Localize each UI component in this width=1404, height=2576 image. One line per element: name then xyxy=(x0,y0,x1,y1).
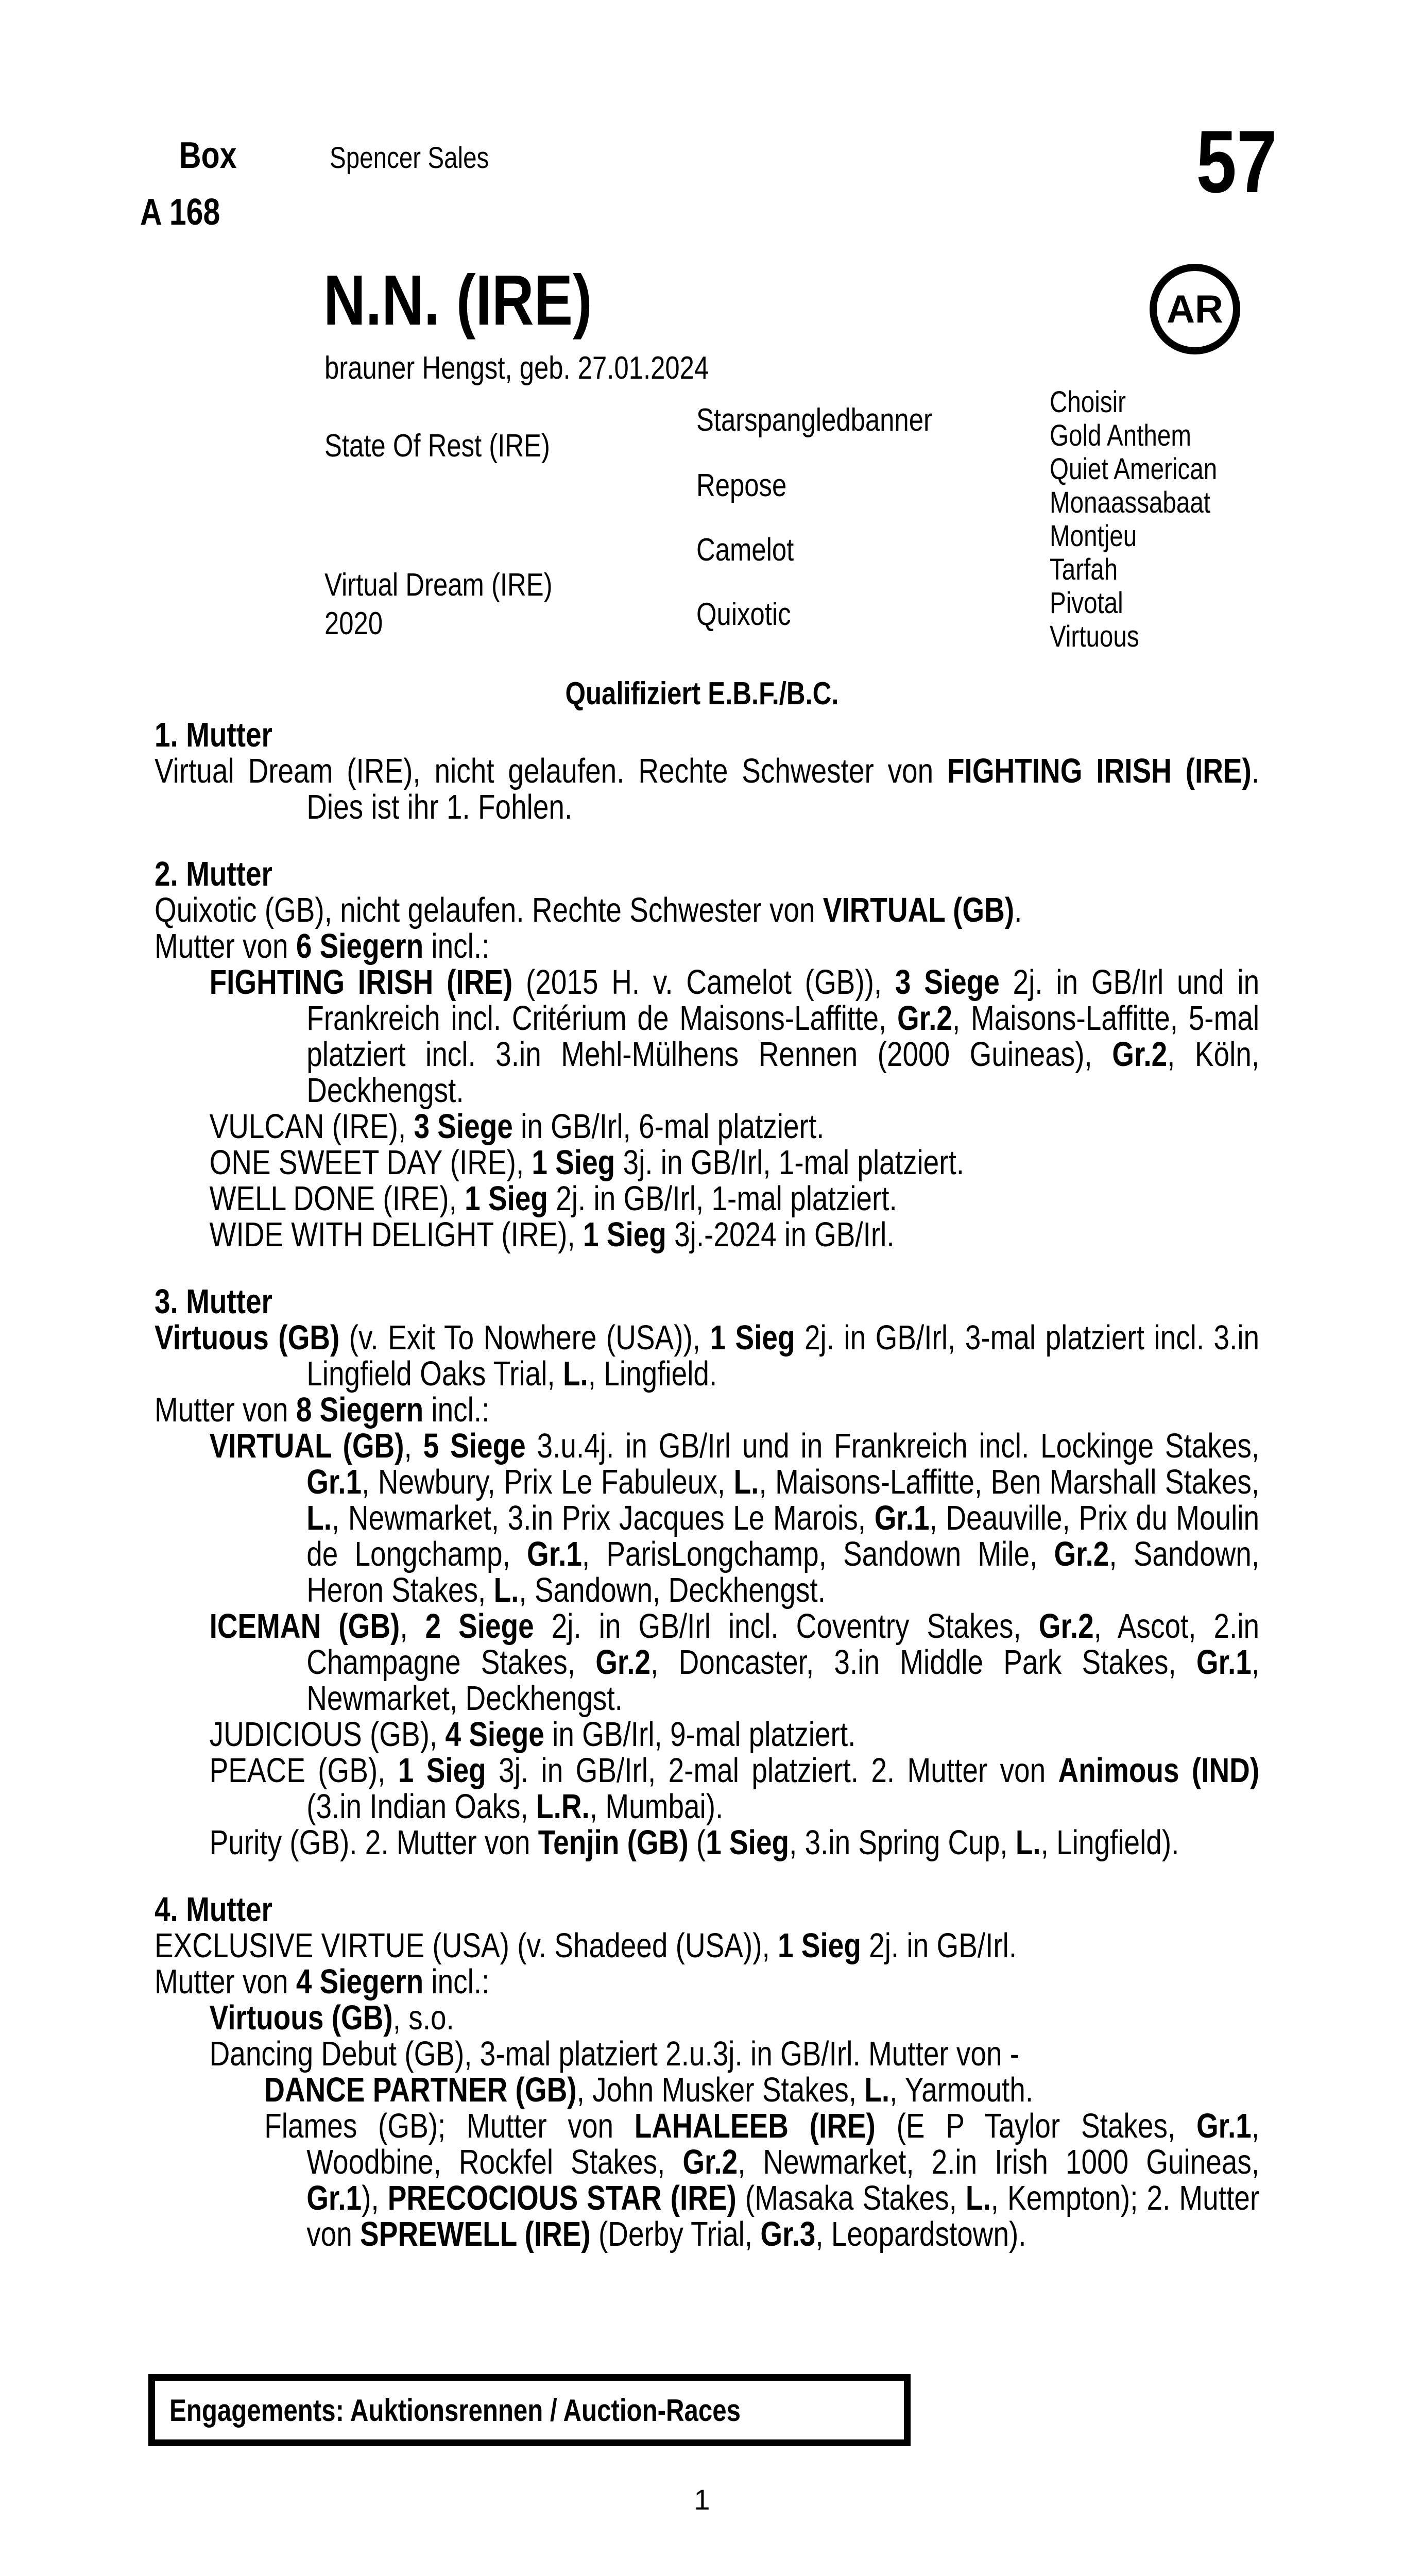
pedigree-g3-name: Virtuous xyxy=(1050,620,1139,653)
lot-number: 57 xyxy=(1196,112,1277,211)
box-label-line2: A 168 xyxy=(140,192,220,233)
progeny-entry: WIDE WITH DELIGHT (IRE), 1 Sieg 3j.-2024 in GB/Irl. xyxy=(209,1215,895,1254)
winners-line: Mutter von 8 Siegern incl.: xyxy=(155,1391,490,1429)
dam-description: Quixotic (GB), nicht gelaufen. Rechte Schwester von VIRTUAL (GB). xyxy=(155,891,1022,929)
box-label-line1: Box xyxy=(179,135,237,176)
pedigree-g3-name: Quiet American xyxy=(1050,452,1218,486)
qualification-line: Qualifiziert E.B.F./B.C. xyxy=(565,676,839,711)
pedigree-dam-year: 2020 xyxy=(324,606,383,641)
section-heading: 2. Mutter xyxy=(155,855,272,893)
pedigree-g3-name: Choisir xyxy=(1050,385,1126,419)
progeny-entry: Purity (GB). 2. Mutter von Tenjin (GB) (1 Sieg, 3.in Spring Cup, L., Lingfield). xyxy=(209,1823,1179,1862)
section-heading: 4. Mutter xyxy=(155,1890,272,1929)
dam-description: Virtuous (GB) (v. Exit To Nowhere (USA)), 1 Sieg 2j. in GB/Irl, 3-mal platziert incl. 3.in Lingfield Oaks Trial, L., Lingfield. xyxy=(155,1318,1260,1393)
pedigree-dam-sire: Camelot xyxy=(696,532,794,568)
progeny-sub-entry: Flames (GB); Mutter von LAHALEEB (IRE) (E P Taylor Stakes, Gr.1, Woodbine, Rockfel Stakes, Gr.2, Newmarket, 2.in Irish 1000 Guineas, Gr.1), PRECOCIOUS STAR (IRE) (Masaka Stakes, L., Kempton); 2. Mutter von SPREWELL (IRE) (Derby Trial, Gr.3, Leopardstown). xyxy=(264,2107,1260,2253)
pedigree-dam xyxy=(324,566,553,643)
horse-name: N.N. (IRE) xyxy=(323,261,592,340)
page-number: 1 xyxy=(694,2483,710,2516)
engagements-box xyxy=(148,2374,911,2446)
horse-birth-description: brauner Hengst, geb. 27.01.2024 xyxy=(324,350,709,386)
section-4th-dam xyxy=(155,1892,1259,2252)
winners-line: Mutter von 4 Siegern incl.: xyxy=(155,1962,490,2001)
progeny-sub-entry: DANCE PARTNER (GB), John Musker Stakes, L., Yarmouth. xyxy=(264,2071,1034,2109)
pedigree-dam-dam: Quixotic xyxy=(696,597,791,632)
section-2nd-dam xyxy=(155,856,1259,1253)
winners-line: Mutter von 6 Siegern incl.: xyxy=(155,927,490,965)
pedigree-g3-name: Gold Anthem xyxy=(1050,419,1191,452)
ar-badge xyxy=(1150,264,1240,354)
pedigree-generation3 xyxy=(1050,385,1217,653)
section-heading: 1. Mutter xyxy=(155,716,272,754)
section-3rd-dam xyxy=(155,1284,1259,1861)
ar-badge-label: AR xyxy=(1167,287,1223,331)
section-1st-dam xyxy=(155,717,1259,825)
progeny-entry: WELL DONE (IRE), 1 Sieg 2j. in GB/Irl, 1-mal platziert. xyxy=(209,1179,897,1218)
progeny-entry: JUDICIOUS (GB), 4 Siege in GB/Irl, 9-mal platziert. xyxy=(209,1715,856,1754)
dam-description: EXCLUSIVE VIRTUE (USA) (v. Shadeed (USA)), 1 Sieg 2j. in GB/Irl. xyxy=(155,1926,1017,1965)
progeny-entry: VIRTUAL (GB), 5 Siege 3.u.4j. in GB/Irl und in Frankreich incl. Lockinge Stakes, Gr.1, Newbury, Prix Le Fabuleux, L., Maisons-Laffitte, Ben Marshall Stakes, L., Newmarket, 3.in Prix Jacques Le Marois, Gr.1, Deauville, Prix du Moulin de Longchamp, Gr.1, ParisLongchamp, Sandown Mile, Gr.2, Sandown, Heron Stakes, L., Sandown, Deckhengst. xyxy=(209,1427,1260,1609)
section-heading: 3. Mutter xyxy=(155,1282,272,1321)
consignor-name: Spencer Sales xyxy=(330,141,489,175)
pedigree-dam-name: Virtual Dream (IRE) xyxy=(324,567,553,603)
pedigree-g3-name: Pivotal xyxy=(1050,586,1123,620)
progeny-entry: ONE SWEET DAY (IRE), 1 Sieg 3j. in GB/Irl, 1-mal platziert. xyxy=(209,1143,965,1182)
progeny-entry: FIGHTING IRISH (IRE) (2015 H. v. Camelot (GB)), 3 Siege 2j. in GB/Irl und in Frankreich incl. Critérium de Maisons-Laffitte, Gr.2, Maisons-Laffitte, 5-mal platziert incl. 3.in Mehl-Mülhens Rennen (2000 Guineas), Gr.2, Köln, Deckhengst. xyxy=(209,963,1260,1110)
progeny-entry: Virtuous (GB), s.o. xyxy=(209,1998,454,2037)
dam-description: Virtual Dream (IRE), nicht gelaufen. Rechte Schwester von FIGHTING IRISH (IRE). Dies ist ihr 1. Fohlen. xyxy=(155,752,1260,826)
engagements-label: Engagements: Auktionsrennen / Auction-Races xyxy=(169,2393,741,2428)
progeny-entry: Dancing Debut (GB), 3-mal platziert 2.u.3j. in GB/Irl. Mutter von - xyxy=(209,2035,1020,2073)
pedigree-g3-name: Monaassabaat xyxy=(1050,486,1210,519)
progeny-entry: PEACE (GB), 1 Sieg 3j. in GB/Irl, 2-mal platziert. 2. Mutter von Animous (IND) (3.in Indian Oaks, L.R., Mumbai). xyxy=(209,1751,1260,1826)
pedigree-sire-sire: Starspangledbanner xyxy=(696,402,932,438)
pedigree-sire: State Of Rest (IRE) xyxy=(324,428,550,464)
pedigree-g3-name: Montjeu xyxy=(1050,519,1137,553)
progeny-entry: VULCAN (IRE), 3 Siege in GB/Irl, 6-mal platziert. xyxy=(209,1107,825,1146)
progeny-entry: ICEMAN (GB), 2 Siege 2j. in GB/Irl incl. Coventry Stakes, Gr.2, Ascot, 2.in Champagne Stakes, Gr.2, Doncaster, 3.in Middle Park Stakes, Gr.1, Newmarket, Deckhengst. xyxy=(209,1607,1260,1718)
pedigree-g3-name: Tarfah xyxy=(1050,553,1118,586)
pedigree-text xyxy=(155,717,1259,2252)
pedigree-sire-dam: Repose xyxy=(696,468,787,503)
